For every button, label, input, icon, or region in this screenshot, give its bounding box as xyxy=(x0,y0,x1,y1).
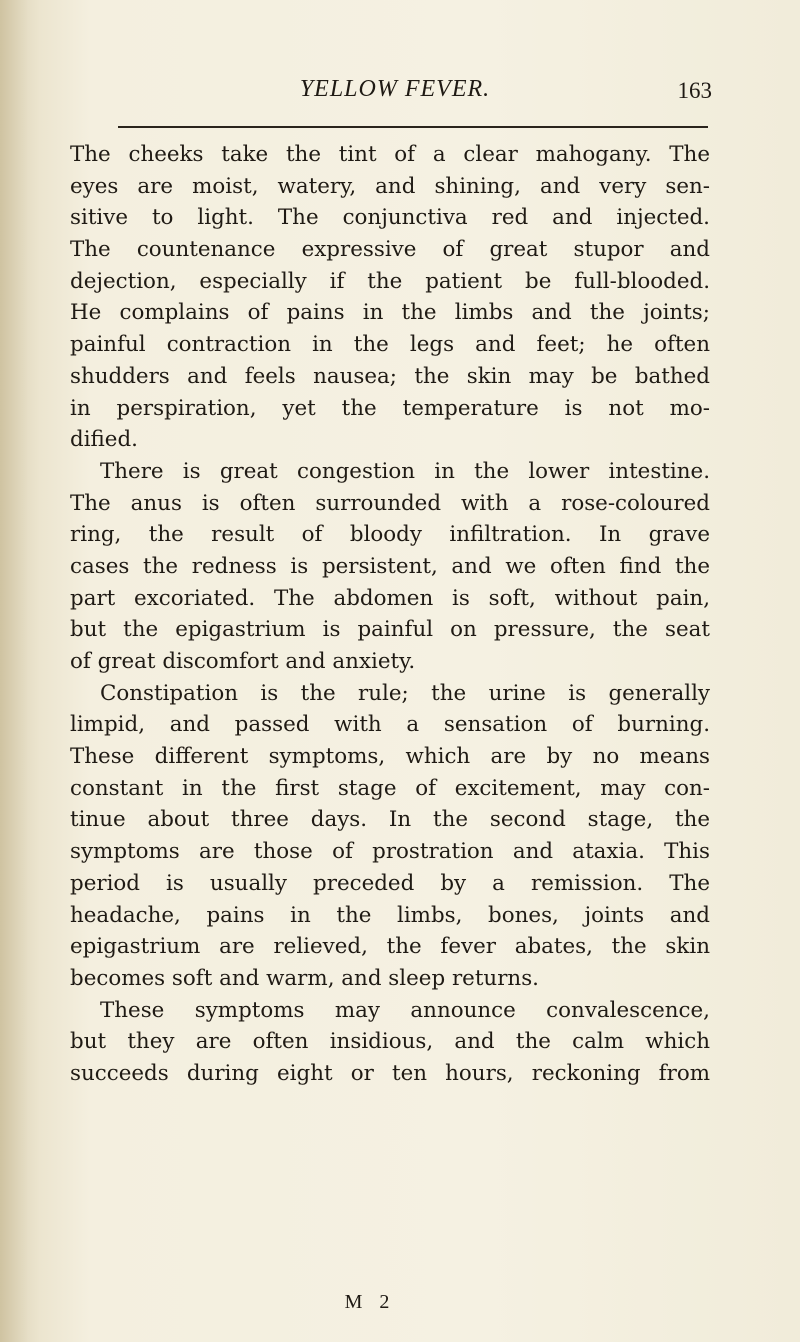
text-line: of great discomfort and anxiety. xyxy=(70,649,416,674)
text-line: These symptoms may announce convalescence, xyxy=(100,997,710,1023)
text-line: The countenance expressive of great stupor and xyxy=(70,237,710,263)
text-line: painful contraction in the legs and feet; he often xyxy=(70,332,710,358)
text-line: dejection, especially if the patient be full-blooded. xyxy=(70,268,710,294)
text-line: epigastrium are relieved, the fever abates, the skin xyxy=(70,934,710,960)
text-line: The anus is often surrounded with a rose-coloured xyxy=(70,490,710,516)
text-line: These different symptoms, which are by no means xyxy=(70,744,710,770)
text-line: There is great congestion in the lower intestine. xyxy=(100,458,710,484)
header-rule xyxy=(118,126,708,128)
text-line: period is usually preceded by a remission. The xyxy=(70,870,710,896)
text-line: cases the redness is persistent, and we often find the xyxy=(70,553,710,579)
text-line: succeeds during eight or ten hours, reckoning from xyxy=(70,1060,710,1086)
signature-mark: M 2 xyxy=(344,1291,396,1313)
text-line: He complains of pains in the limbs and the joints; xyxy=(70,300,710,326)
text-line: The cheeks take the tint of a clear mahogany. The xyxy=(70,142,710,167)
text-line: sitive to light. The conjunctiva red and injected. xyxy=(70,205,710,231)
text-line: shudders and feels nausea; the skin may be bathed xyxy=(70,363,710,389)
text-line: ring, the result of bloody infiltration. In grave xyxy=(70,522,710,548)
text-line: headache, pains in the limbs, bones, joints and xyxy=(70,902,710,928)
running-head: YELLOW FEVER. xyxy=(299,76,491,102)
text-line: eyes are moist, watery, and shining, and very sen- xyxy=(70,173,710,199)
text-line: dified. xyxy=(70,427,138,453)
text-line: symptoms are those of prostration and ataxia. This xyxy=(70,839,710,865)
text-line: but they are often insidious, and the calm which xyxy=(70,1029,710,1055)
page-number: 163 xyxy=(677,78,712,103)
text-line: in perspiration, yet the temperature is not mo- xyxy=(70,395,710,421)
text-line: tinue about three days. In the second stage, the xyxy=(70,807,710,833)
binding-gutter xyxy=(0,0,28,1342)
text-line: constant in the first stage of excitement, may con- xyxy=(70,775,710,801)
text-line: but the epigastrium is painful on pressure, the seat xyxy=(70,617,710,643)
body-text xyxy=(70,139,710,1090)
text-line: part excoriated. The abdomen is soft, without pain, xyxy=(70,585,710,611)
text-line: Constipation is the rule; the urine is generally xyxy=(100,680,710,706)
page-header xyxy=(70,72,720,112)
text-line: becomes soft and warm, and sleep returns. xyxy=(70,965,539,991)
text-line: limpid, and passed with a sensation of burning. xyxy=(70,712,710,738)
